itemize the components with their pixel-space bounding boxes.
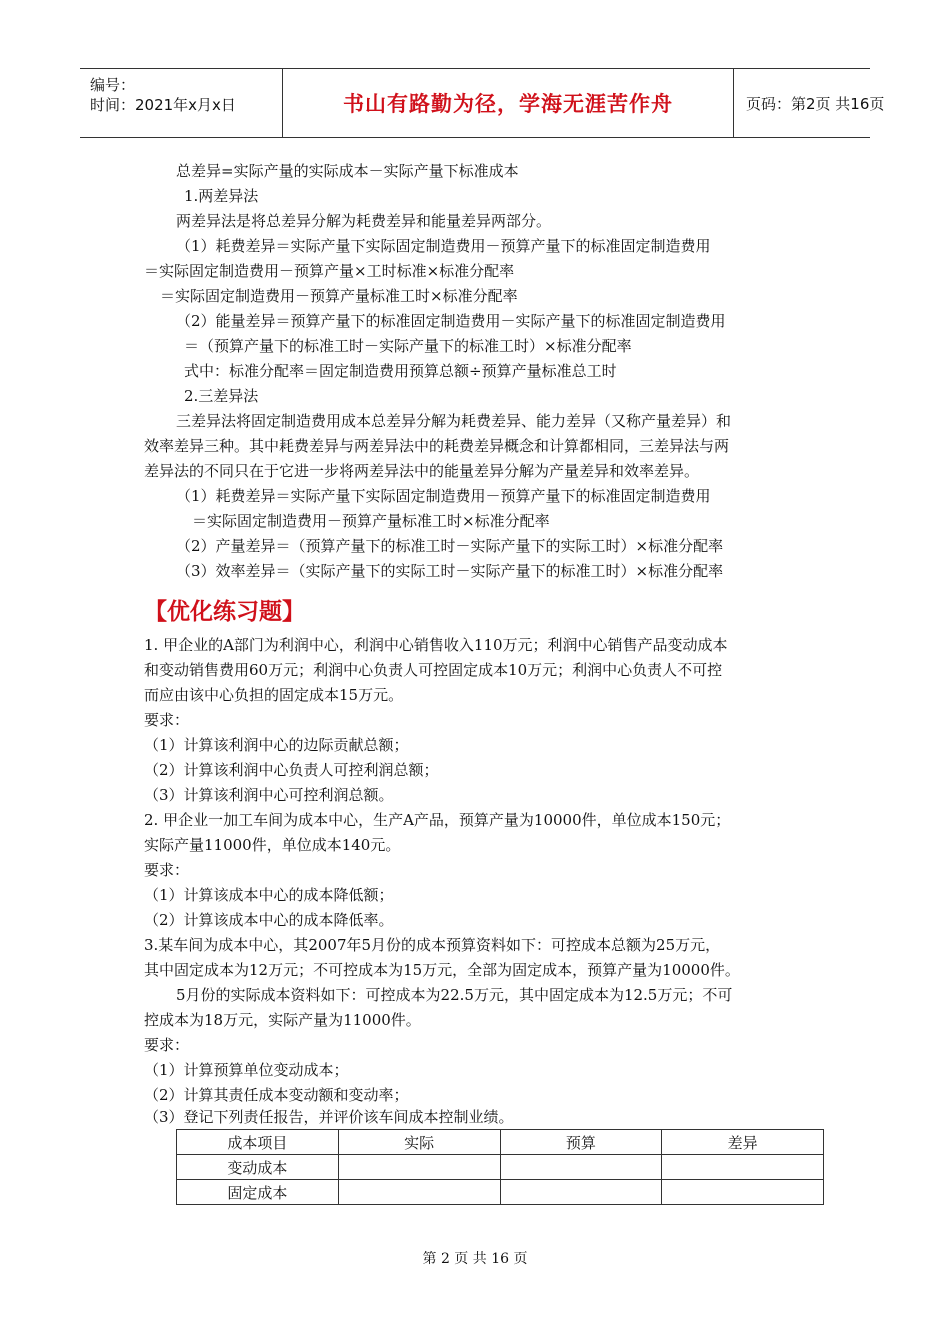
text-line: （3）计算该利润中心可控利润总额。 xyxy=(144,786,394,804)
table-cell xyxy=(500,1155,662,1180)
text-line: 而应由该中心负担的固定成本15万元。 xyxy=(144,686,404,704)
text-line: （2）计算该成本中心的成本降低率。 xyxy=(144,911,394,929)
text-line: （2）能量差异＝预算产量下的标准固定制造费用－实际产量下的标准固定制造费用 xyxy=(176,312,726,330)
text-line: 3.某车间为成本中心，其2007年5月份的成本预算资料如下：可控成本总额为25万元， xyxy=(144,936,721,954)
text-line: 效率差异三种。其中耗费差异与两差异法中的耗费差异概念和计算都相同，三差异法与两 xyxy=(144,437,730,455)
table-header-row xyxy=(177,1130,824,1155)
text-line: （1）耗费差异＝实际产量下实际固定制造费用－预算产量下的标准固定制造费用 xyxy=(176,237,711,255)
text-line: 要求： xyxy=(144,1036,190,1054)
header-motto: 书山有路勤为径，学海无涯苦作舟 xyxy=(282,69,734,137)
table-cell xyxy=(500,1180,662,1205)
text-line: （2）计算该利润中心负责人可控利润总额； xyxy=(144,761,439,779)
table-cell: 固定成本 xyxy=(177,1180,339,1205)
table-row xyxy=(177,1155,824,1180)
text-line: 三差异法将固定制造费用成本总差异分解为耗费差异、能力差异（又称产量差异）和 xyxy=(176,412,732,430)
text-line: 要求： xyxy=(144,711,190,729)
text-line: （3）效率差异＝（实际产量下的实际工时－实际产量下的标准工时）×标准分配率 xyxy=(176,562,724,580)
text-line: 实际产量11000件，单位成本140元。 xyxy=(144,836,401,854)
text-line: （1）计算该成本中心的成本降低额； xyxy=(144,886,394,904)
table-header-cell: 实际 xyxy=(338,1130,500,1155)
text-line: （2）产量差异＝（预算产量下的标准工时－实际产量下的实际工时）×标准分配率 xyxy=(176,537,724,555)
table-cell xyxy=(338,1180,500,1205)
table-row xyxy=(177,1180,824,1205)
text-line: ＝实际固定制造费用－预算产量标准工时×标准分配率 xyxy=(160,287,518,305)
text-line: 其中固定成本为12万元；不可控成本为15万元，全部为固定成本，预算产量为10000件。 xyxy=(144,961,740,979)
page-header xyxy=(80,68,885,138)
table-header-cell: 预算 xyxy=(500,1130,662,1155)
table-header-cell: 差异 xyxy=(662,1130,824,1155)
text-line: 5月份的实际成本资料如下：可控成本为22.5万元，其中固定成本为12.5万元；不可 xyxy=(176,986,733,1004)
table-cell: 变动成本 xyxy=(177,1155,339,1180)
table-cell xyxy=(662,1155,824,1180)
text-line: 总差异=实际产量的实际成本－实际产量下标准成本 xyxy=(176,162,519,180)
text-line: （2）计算其责任成本变动额和变动率； xyxy=(144,1086,409,1104)
text-line: 两差异法是将总差异分解为耗费差异和能量差异两部分。 xyxy=(176,212,552,230)
serial-label: 编号： xyxy=(90,76,136,94)
section-title: 【优化练习题】 xyxy=(144,599,305,625)
text-line: 2. 甲企业一加工车间为成本中心，生产A产品，预算产量为10000件，单位成本150元； xyxy=(144,811,731,829)
text-line: 要求： xyxy=(144,861,190,879)
date-label: 时间：2021年x月x日 xyxy=(90,96,236,114)
table-cell xyxy=(662,1180,824,1205)
text-line: 1. 甲企业的A部门为利润中心，利润中心销售收入110万元；利润中心销售产品变动成本 xyxy=(144,636,728,654)
text-line: （1）计算该利润中心的边际贡献总额； xyxy=(144,736,409,754)
page-footer: 第 2 页 共 16 页 xyxy=(422,1251,528,1267)
responsibility-report-table xyxy=(176,1129,824,1205)
text-line: 1.两差异法 xyxy=(184,187,259,205)
text-line: （1）计算预算单位变动成本； xyxy=(144,1061,349,1079)
text-line: 差异法的不同只在于它进一步将两差异法中的能量差异分解为产量差异和效率差异。 xyxy=(144,462,700,480)
text-line: ＝实际固定制造费用－预算产量标准工时×标准分配率 xyxy=(192,512,550,530)
header-page-label: 页码：第2页 共16页 xyxy=(746,94,885,113)
header-left-cell xyxy=(80,69,282,137)
table-header-cell: 成本项目 xyxy=(177,1130,339,1155)
text-line: 控成本为18万元，实际产量为11000件。 xyxy=(144,1011,421,1029)
text-line: 式中：标准分配率＝固定制造费用预算总额÷预算产量标准总工时 xyxy=(184,362,617,380)
text-line: 2.三差异法 xyxy=(184,387,259,405)
text-line: ＝（预算产量下的标准工时－实际产量下的标准工时）×标准分配率 xyxy=(184,337,632,355)
table-cell xyxy=(338,1155,500,1180)
text-line: 和变动销售费用60万元；利润中心负责人可控固定成本10万元；利润中心负责人不可控 xyxy=(144,661,723,679)
text-line: （3）登记下列责任报告，并评价该车间成本控制业绩。 xyxy=(144,1108,514,1126)
text-line: ＝实际固定制造费用－预算产量×工时标准×标准分配率 xyxy=(144,262,515,280)
text-line: （1）耗费差异＝实际产量下实际固定制造费用－预算产量下的标准固定制造费用 xyxy=(176,487,711,505)
